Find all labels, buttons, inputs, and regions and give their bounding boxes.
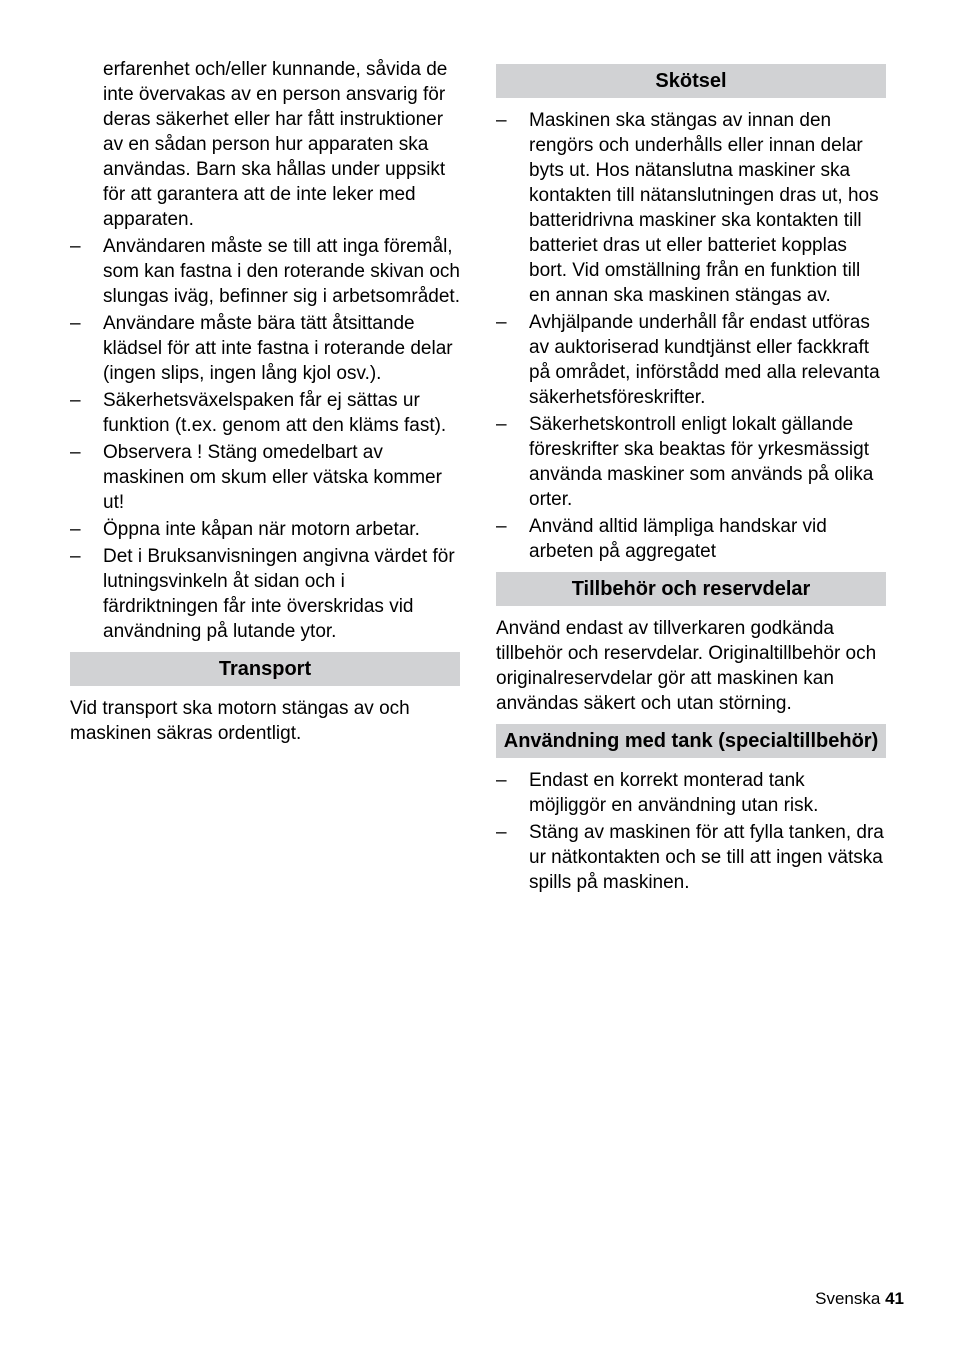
bullet-dash: – (496, 110, 507, 131)
page-footer (815, 1288, 904, 1310)
bullet-dash: – (70, 519, 81, 540)
intro-paragraph: erfarenhet och/eller kunnande, såvida de inte övervakas av en person ansvarig för deras säkerhet eller har fått instruktioner av en sådan person hur apparaten ska användas. Barn ska hållas under uppsikt för att garantera att de inte leker med apparaten. (103, 59, 448, 230)
list-item: – Stäng av maskinen för att fylla tanken, dra ur nätkontakten och se till att ingen vätska spills på maskinen. (496, 822, 884, 893)
list-item: – Det i Bruksanvisningen angivna värdet för lutningsvinkeln åt sidan och i färdriktningen får inte överskridas vid användning på lutande ytor. (70, 546, 455, 642)
list-item: – Använd alltid lämpliga handskar vid arbeten på aggregatet (496, 516, 827, 562)
list-item: – Observera ! Stäng omedelbart av maskinen om skum eller vätska kommer ut! (70, 442, 442, 513)
bullet-dash: – (70, 442, 81, 463)
bullet-dash: – (70, 390, 81, 411)
transport-paragraph: Vid transport ska motorn stängas av och maskinen säkras ordentligt. (70, 698, 410, 744)
right-column (496, 57, 886, 897)
section-heading-transport: Transport (70, 652, 460, 686)
list-item: – Maskinen ska stängas av innan den rengörs och underhålls eller innan delar byts ut. Hos nätanslutna maskiner ska kontakten till nätanslutningen dras ut, hos batteridrivna maskiner ska kontakten till batteriet dras ut eller batteriet kopplas bort. Vid omställning från en funktion till en annan ska maskinen stängas av. (496, 110, 879, 306)
bullet-dash: – (70, 546, 81, 567)
page-number: 41 (885, 1289, 904, 1308)
bullet-dash: – (496, 414, 507, 435)
list-item: – Öppna inte kåpan när motorn arbetar. (70, 519, 420, 540)
list-item: – Säkerhetskontroll enligt lokalt gällande föreskrifter ska beaktas för yrkesmässigt använda maskiner som används på olika orter. (496, 414, 874, 510)
section-heading-tank: Användning med tank (specialtillbehör) (496, 724, 886, 758)
list-item: – Säkerhetsväxelspaken får ej sättas ur funktion (t.ex. genom att den kläms fast). (70, 390, 447, 436)
list-item: – Användare måste bära tätt åtsittande klädsel för att inte fastna i roterande delar (ingen slips, ingen lång kjol osv.). (70, 313, 453, 384)
list-item: – Avhjälpande underhåll får endast utföras av auktoriserad kundtjänst eller fackkraft på området, införstådd med alla relevanta säkerhetsföreskrifter. (496, 312, 880, 408)
bullet-dash: – (496, 770, 507, 791)
list-item: – Endast en korrekt monterad tank möjliggör en användning utan risk. (496, 770, 819, 816)
bullet-dash: – (496, 822, 507, 843)
section-heading-tillbehor: Tillbehör och reservdelar (496, 572, 886, 606)
bullet-dash: – (496, 312, 507, 333)
tillbehor-paragraph: Använd endast av tillverkaren godkända tillbehör och reservdelar. Originaltillbehör och originalreservdelar gör att maskinen kan användas säkert och utan störning. (496, 618, 877, 714)
footer-language: Svenska (815, 1289, 881, 1308)
list-item: – Användaren måste se till att inga föremål, som kan fastna i den roterande skivan och slungas iväg, befinner sig i arbetsområdet. (70, 236, 460, 307)
left-column (70, 57, 460, 748)
bullet-dash: – (70, 236, 81, 257)
bullet-dash: – (496, 516, 507, 537)
section-heading-skotsel: Skötsel (496, 64, 886, 98)
bullet-dash: – (70, 313, 81, 334)
